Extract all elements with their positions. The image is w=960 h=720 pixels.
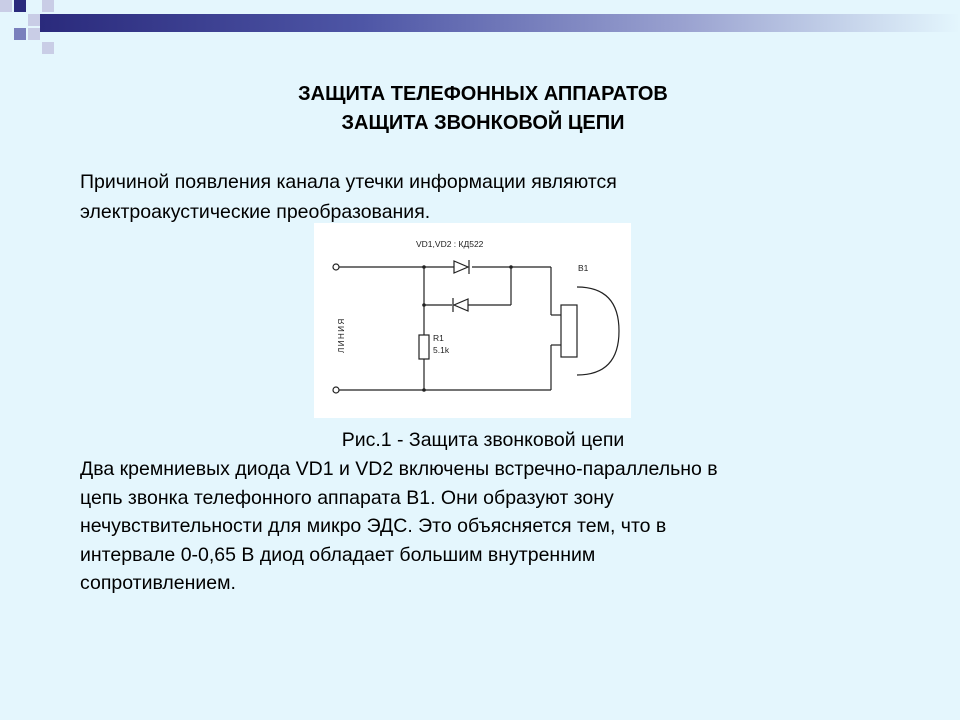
body-line-4: интервале 0-0,65 В диод обладает большим внутренним xyxy=(80,543,596,566)
intro-text xyxy=(80,167,780,227)
figure-caption: Рис.1 - Защита звонковой цепи xyxy=(341,429,625,451)
resistor-r1 xyxy=(419,335,429,359)
terminal-top xyxy=(333,264,339,270)
intro-line-1: Причиной появления канала утечки информации являются xyxy=(80,171,617,193)
bell-b1 xyxy=(561,305,577,357)
slide-title xyxy=(0,80,960,138)
intro-line-2: электроакустические преобразования. xyxy=(80,201,431,223)
body-line-2: цепь звонка телефонного аппарата В1. Они образуют зону xyxy=(80,486,614,509)
diode-vd1 xyxy=(454,261,468,273)
circuit-figure xyxy=(314,223,631,418)
circuit-diagram xyxy=(314,223,631,418)
bell-label: B1 xyxy=(578,263,589,273)
body-line-3: нечувствительности для микро ЭДС. Это объясняется тем, что в xyxy=(80,515,667,537)
body-text xyxy=(80,455,900,598)
body-line-1: Два кремниевых диода VD1 и VD2 включены встречно-параллельно в xyxy=(80,458,718,480)
body-line-5: сопротивлением. xyxy=(80,572,236,594)
resistor-value: 5.1k xyxy=(433,345,450,355)
title-line-2: ЗАЩИТА ЗВОНКОВОЙ ЦЕПИ xyxy=(341,112,625,134)
diode-vd2 xyxy=(454,299,468,311)
terminal-bottom xyxy=(333,387,339,393)
resistor-name: R1 xyxy=(433,333,444,343)
line-label: ЛИНИЯ xyxy=(337,317,346,353)
diode-label: VD1,VD2 : КД522 xyxy=(416,239,484,249)
header-bar xyxy=(40,14,960,32)
title-line-1: ЗАЩИТА ТЕЛЕФОННЫХ АППАРАТОВ xyxy=(298,83,668,105)
